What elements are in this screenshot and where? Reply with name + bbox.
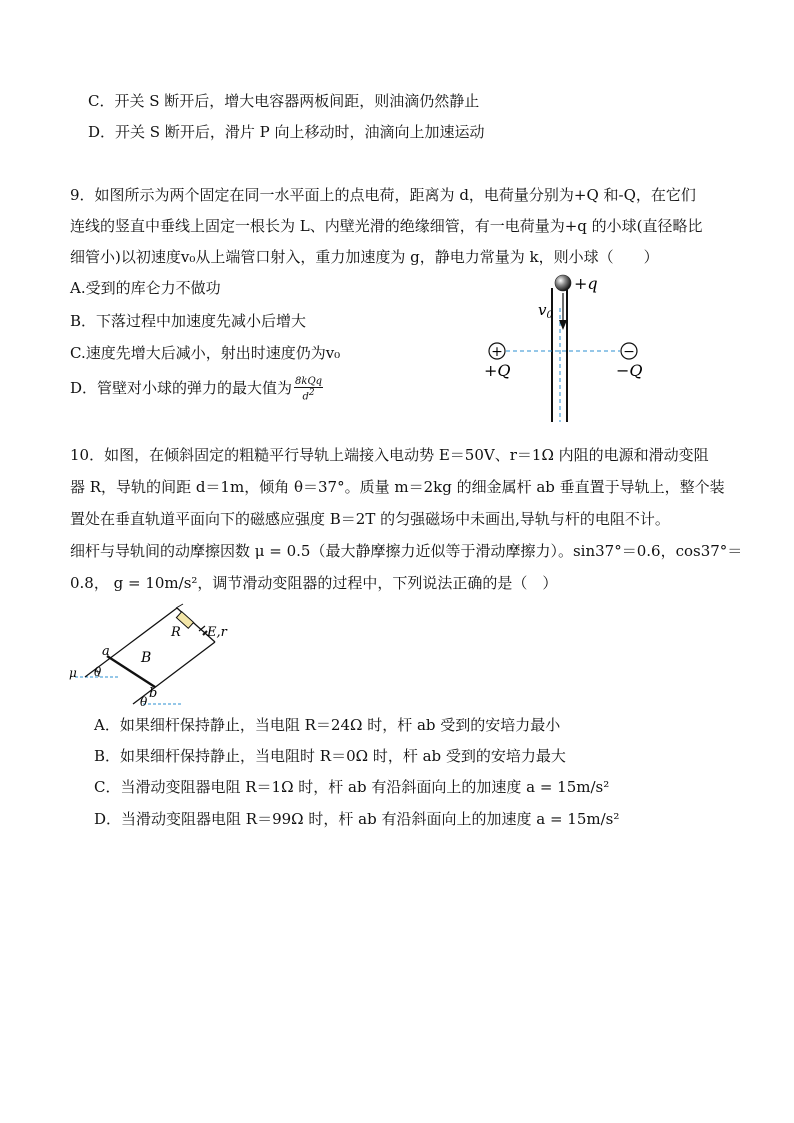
charged-ball bbox=[555, 275, 571, 291]
q9-option-d-fraction bbox=[294, 376, 323, 402]
label-mu: μ bbox=[69, 666, 77, 680]
q9-stem-line-1: 9．如图所示为两个固定在同一水平面上的点电荷，距离为 d，电荷量分别为+Q 和-Q，在它们 bbox=[70, 186, 696, 204]
q9-option-c: C.速度先增大后减小，射出时速度仍为v₀ bbox=[70, 344, 341, 362]
q10-stem-line-3: 置处在垂直轨道平面向下的磁感应强度 B＝2T 的匀强磁场中未画出,导轨与杆的电阻不计。 bbox=[70, 510, 670, 528]
q9-stem-line-2: 连线的竖直中垂线上固定一根长为 L、内壁光滑的绝缘细管，有一电荷量为+q 的小球(直径略比 bbox=[70, 217, 703, 235]
positive-charge-sign: + bbox=[491, 344, 503, 360]
ball-charge-label: +q bbox=[574, 274, 598, 293]
label-theta-1: θ bbox=[94, 665, 102, 679]
q10-stem-line-1: 10．如图，在倾斜固定的粗糙平行导轨上端接入电动势 E＝50V、r＝1Ω 内阻的电源和滑动变阻 bbox=[70, 446, 709, 464]
prev-option-d: D．开关 S 断开后，滑片 P 向上移动时，油滴向上加速运动 bbox=[88, 123, 485, 141]
label-emf: E,r bbox=[207, 625, 227, 640]
fraction-numerator: 8kQq bbox=[295, 376, 323, 387]
q10-stem-line-4: 细杆与导轨间的动摩擦因数 μ = 0.5（最大静摩擦力近似等于滑动摩擦力）。sin37°＝0.6，cos37°＝ bbox=[70, 542, 743, 560]
q10-option-a: A．如果细杆保持静止，当电阻 R＝24Ω 时，杆 ab 受到的安培力最小 bbox=[94, 716, 561, 734]
fraction-denominator: $d^2$ bbox=[302, 388, 315, 403]
q9-option-b: B．下落过程中加速度先减小后增大 bbox=[70, 312, 307, 330]
label-a: a bbox=[102, 644, 110, 659]
label-field-b: B bbox=[141, 650, 152, 666]
positive-charge-label: +Q bbox=[484, 361, 511, 380]
label-b: b bbox=[149, 686, 158, 701]
q10-option-c: C．当滑动变阻器电阻 R＝1Ω 时，杆 ab 有沿斜面向上的加速度 a = 15m/s² bbox=[94, 778, 610, 796]
q10-figure bbox=[65, 598, 235, 710]
fraction-denominator-base: d bbox=[302, 391, 309, 403]
q10-option-b: B．如果细杆保持静止，当电阻时 R＝0Ω 时，杆 ab 受到的安培力最大 bbox=[94, 747, 566, 765]
q9-option-a: A.受到的库仑力不做功 bbox=[70, 279, 221, 297]
label-theta-2: θ bbox=[140, 695, 148, 709]
q10-stem-line-5: 0.8， g = 10m/s²，调节滑动变阻器的过程中，下列说法正确的是（ ） bbox=[70, 574, 558, 592]
q10-option-d: D．当滑动变阻器电阻 R＝99Ω 时，杆 ab 有沿斜面向上的加速度 a = 15m/s² bbox=[94, 810, 620, 828]
negative-charge-label: −Q bbox=[616, 361, 643, 380]
q10-stem-line-2: 器 R，导轨的间距 d＝1m，倾角 θ＝37°。质量 m＝2kg 的细金属杆 ab 垂直置于导轨上，整个装 bbox=[70, 478, 725, 496]
q9-stem-line-3: 细管小)以初速度v₀从上端管口射入，重力加速度为 g，静电力常量为 k，则小球（ ） bbox=[70, 248, 659, 266]
negative-charge-sign: − bbox=[623, 344, 635, 360]
velocity-subscript: 0 bbox=[546, 310, 553, 321]
rheostat-slider bbox=[176, 604, 183, 608]
q9-option-d-text: D．管壁对小球的弹力的最大值为 bbox=[70, 379, 293, 398]
velocity-symbol: v bbox=[538, 301, 547, 319]
q9-option-d bbox=[70, 376, 323, 402]
q9-figure bbox=[470, 268, 670, 426]
label-r: R bbox=[171, 625, 181, 640]
prev-option-c: C．开关 S 断开后，增大电容器两板间距，则油滴仍然静止 bbox=[88, 92, 480, 110]
